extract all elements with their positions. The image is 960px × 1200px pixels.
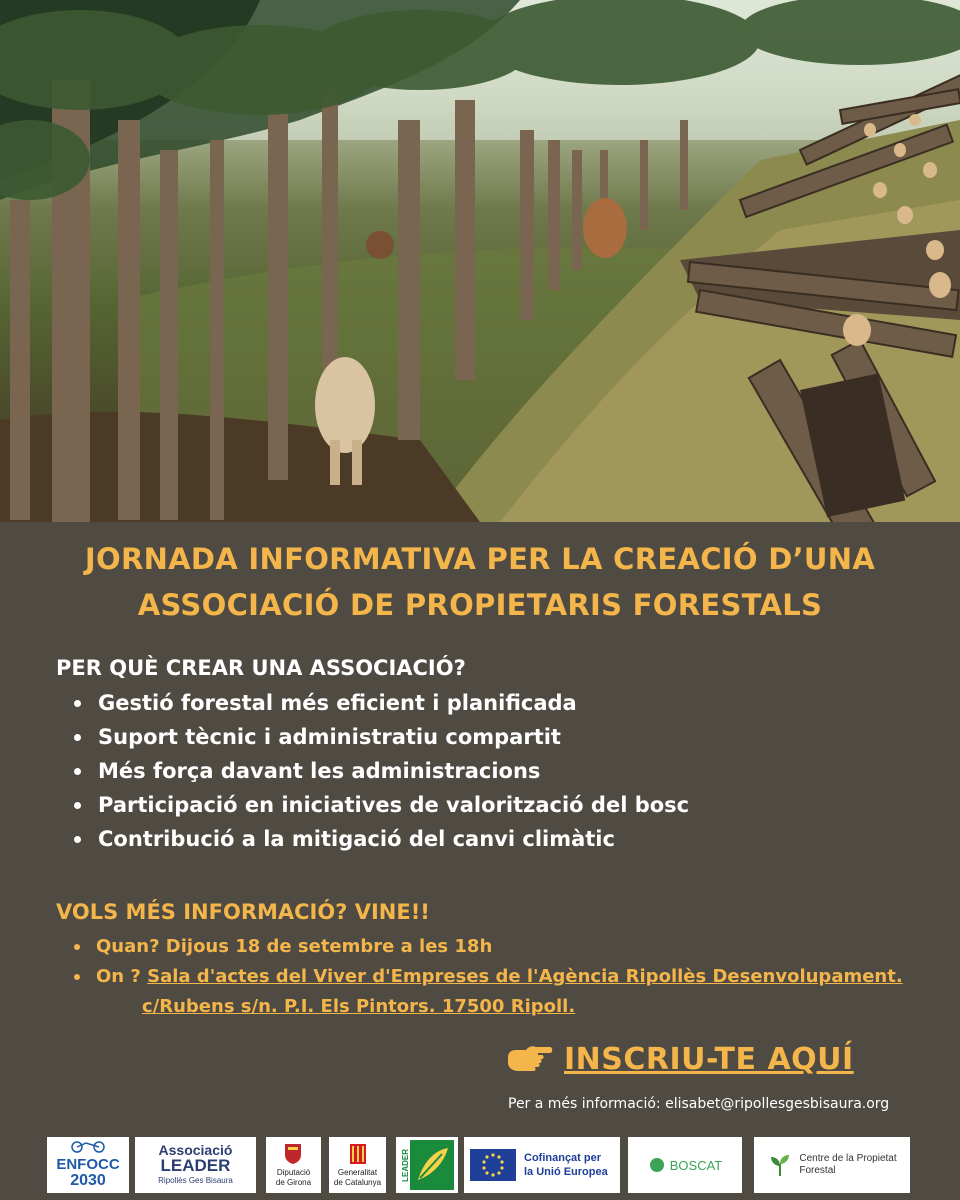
more-info-heading: VOLS MÉS INFORMACIÓ? VINE!! <box>56 900 430 924</box>
logo-centre-propietat-forestal <box>754 1137 910 1193</box>
event-address-link[interactable]: c/Rubens s/n. P.I. Els Pintors. 17500 Ripoll. <box>142 996 576 1017</box>
logo-leader-eu <box>396 1137 458 1193</box>
forest-photo <box>0 0 960 522</box>
logo-generalitat <box>329 1137 386 1193</box>
leader-sub: Ripollès Ges Bisaura <box>158 1175 233 1185</box>
why-item: Participació en iniciatives de valorització del bosc <box>70 788 689 822</box>
event-details <box>72 932 903 1022</box>
event-title-line-2: ASSOCIACIÓ DE PROPIETARIS FORESTALS <box>137 588 823 622</box>
forest-scene <box>0 0 960 522</box>
why-item: Gestió forestal més eficient i planificada <box>70 686 689 720</box>
eu-text-2: la Unió Europea <box>524 1166 608 1178</box>
generalitat-text-2: de Catalunya <box>333 1177 382 1187</box>
enfocc-year: 2030 <box>70 1172 106 1189</box>
event-where <box>72 962 903 992</box>
contact-info: Per a més informació: elisabet@ripollesgesbisaura.org <box>508 1096 890 1112</box>
logo-diputacio-girona <box>266 1137 321 1193</box>
why-item: Més força davant les administracions <box>70 754 689 788</box>
why-list <box>70 686 689 856</box>
event-title-line-1: JORNADA INFORMATIVA PER LA CREACIÓ D’UNA <box>84 542 876 576</box>
pointing-hand-icon <box>506 1043 554 1077</box>
leader-vertical-text: LEADER <box>400 1148 410 1182</box>
leader-word: LEADER <box>160 1155 231 1175</box>
diputacio-text-1: Diputació <box>276 1167 311 1177</box>
event-title <box>0 536 960 628</box>
boscat-text: BOSCAT <box>669 1157 723 1173</box>
generalitat-emblem-icon <box>348 1143 368 1165</box>
leader-assoc-text: Associació <box>158 1141 233 1158</box>
diputacio-text-2: de Girona <box>275 1177 312 1187</box>
sponsor-logos <box>0 1136 960 1194</box>
logo-leader-association <box>135 1137 256 1193</box>
event-where-link[interactable]: Sala d'actes del Viver d'Empreses de l'Agència Ripollès Desenvolupament. <box>147 966 903 987</box>
why-item: Suport tècnic i administratiu compartit <box>70 720 689 754</box>
leader-leaf-icon <box>410 1140 454 1190</box>
cpf-text-1: Centre de la Propietat <box>799 1153 897 1164</box>
logo-boscat <box>628 1137 742 1193</box>
sprout-icon <box>767 1152 793 1178</box>
enfocc-text: ENFOCC <box>56 1156 120 1173</box>
cpf-text-2: Forestal <box>799 1165 836 1176</box>
event-when: Quan? Dijous 18 de setembre a les 18h <box>72 932 903 962</box>
eu-flag-icon <box>470 1149 516 1181</box>
logo-eu-cofinanced <box>464 1137 620 1193</box>
girona-shield-icon <box>284 1143 302 1165</box>
eu-text-1: Cofinançat per <box>524 1152 602 1164</box>
boscat-mark-icon <box>648 1156 666 1174</box>
event-where-label: On ? <box>96 966 141 987</box>
register-cta[interactable] <box>506 1042 854 1077</box>
bicycle-icon <box>68 1141 108 1153</box>
register-link[interactable]: INSCRIU-TE AQUÍ <box>564 1042 854 1077</box>
why-heading: PER QUÈ CREAR UNA ASSOCIACIÓ? <box>56 656 466 680</box>
why-item: Contribució a la mitigació del canvi climàtic <box>70 822 689 856</box>
generalitat-text-1: Generalitat <box>337 1167 378 1177</box>
logo-enfocc <box>47 1137 129 1193</box>
